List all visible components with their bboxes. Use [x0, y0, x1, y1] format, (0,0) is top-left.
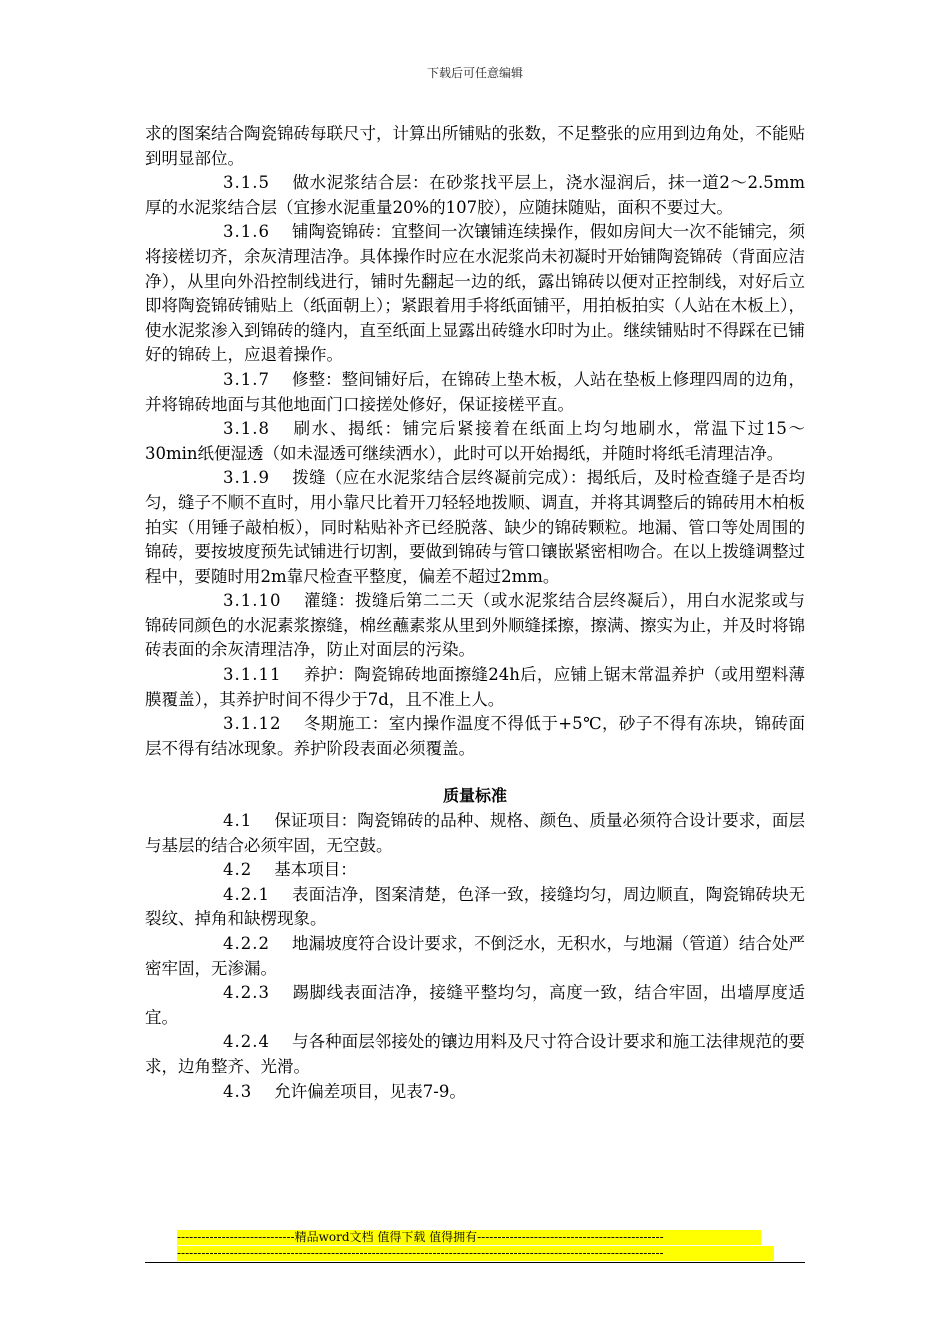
section-title: 质量标准: [442, 786, 507, 806]
clause-number: 3.1.9: [223, 468, 270, 488]
clause-number: 4.3: [223, 1081, 253, 1101]
clause-3-1-11: [145, 663, 805, 712]
clause-number: 3.1.7: [223, 369, 270, 389]
clause-number: 3.1.8: [223, 419, 270, 439]
clause-text: 刷水、揭纸：铺完后紧接着在纸面上均匀地刷水，常温下过15～30min纸便湿透（如未湿透可继续洒水），此时可以开始揭纸，并随时将纸毛清理洁净。: [145, 419, 805, 463]
clause-text: 基本项目：: [274, 860, 357, 880]
clause-text: 表面洁净，图案清楚，色泽一致，接缝均匀，周边顺直，陶瓷锦砖块无裂纹、掉角和缺楞现象。: [145, 884, 805, 929]
clause-text: 铺陶瓷锦砖：宜整间一次镶铺连续操作，假如房间大一次不能铺完，须将接槎切齐，余灰清理洁净。具体操作时应在水泥浆尚未初凝时开始铺陶瓷锦砖（背面应洁净），从里向外沿控制线进行，铺时先翻起一边的纸，露出锦砖以便对正控制线，对好后立即将陶瓷锦砖铺贴上（纸面朝上）；紧跟着用手将纸面铺平，用拍板拍实（人站在木板上），使水泥浆渗入到锦砖的缝内，直至纸面上显露出砖缝水印时为止。继续铺贴时不得踩在已铺好的锦砖上，应退着操作。: [145, 222, 805, 365]
clause-text: 保证项目：陶瓷锦砖的品种、规格、颜色、质量必须符合设计要求，面层与基层的结合必须牢固，无空鼓。: [145, 811, 805, 855]
clause-4-1: [145, 809, 805, 858]
document-body: [145, 122, 805, 1104]
clause-number: 4.2.3: [223, 983, 270, 1003]
page-header: 下载后可任意编辑: [426, 66, 523, 80]
clause-text: 冬期施工：室内操作温度不得低于+5℃，砂子不得有冻块，锦砖面层不得有结冰现象。养护阶段表面必须覆盖。: [145, 714, 805, 758]
clause-3-1-7: [145, 368, 805, 417]
clause-number: 3.1.6: [223, 222, 270, 242]
clause-text: 养护：陶瓷锦砖地面擦缝24h后，应铺上锯末常温养护（或用塑料薄膜覆盖），其养护时间不得少于7d，且不准上人。: [145, 665, 805, 709]
clause-3-1-12: [145, 712, 805, 761]
clause-3-1-9: [145, 466, 805, 589]
clause-3-1-6: [145, 220, 805, 368]
clause-4-2: [145, 858, 805, 883]
clause-text: 做水泥浆结合层：在砂浆找平层上，浇水湿润后，抹一道2～2.5mm厚的水泥浆结合层（宜掺水泥重量20%的107胶），应随抹随贴，面积不要过大。: [145, 173, 805, 217]
clause-number: 3.1.11: [223, 665, 282, 685]
clause-number: 3.1.5: [223, 173, 270, 193]
clause-text: 与各种面层邻接处的镶边用料及尺寸符合设计要求和施工法律规范的要求，边角整齐、光滑。: [145, 1032, 805, 1076]
clause-text: 拨缝（应在水泥浆结合层终凝前完成）：揭纸后，及时检查缝子是否均匀，缝子不顺不直时，用小靠尺比着开刀轻轻地拨顺、调直，并将其调整后的锦砖用木柏板拍实（用锤子敲柏板），同时粘贴补齐已经脱落、缺少的锦砖颗粒。地漏、管口等处周围的锦砖，要按坡度预先试铺进行切割，要做到锦砖与管口镶嵌紧密相吻合。在以上拨缝调整过程中，要随时用2m靠尺检查平整度，偏差不超过2mm。: [145, 468, 805, 586]
clause-number: 4.2.1: [223, 884, 270, 904]
clause-3-1-8: [145, 417, 805, 466]
clause-4-2-3: [145, 981, 805, 1030]
clause-text: 灌缝：拨缝后第二二天（或水泥浆结合层终凝后），用白水泥浆或与锦砖同颜色的水泥素浆擦缝，棉丝蘸素浆从里到外顺缝揉擦，擦满、擦实为止，并及时将锦砖表面的余灰清理洁净，防止对面层的污染。: [145, 591, 805, 660]
clause-text: 地漏坡度符合设计要求，不倒泛水，无积水，与地漏（管道）结合处严密牢固，无渗漏。: [145, 934, 805, 978]
clause-text: 修整：整间铺好后，在锦砖上垫木板，人站在垫板上修理四周的边角，并将锦砖地面与其他地面门口接搓处修好，保证接槎平直。: [145, 369, 805, 414]
clause-number: 3.1.12: [223, 714, 282, 734]
footer-rule: [145, 1262, 805, 1263]
clause-text: 允许偏差项目，见表7-9。: [274, 1081, 466, 1101]
clause-4-2-4: [145, 1030, 805, 1079]
footer-banner-line-2: ------------------------------------------------------------------------------------------------------------------------: [177, 1246, 774, 1261]
clause-number: 3.1.10: [223, 591, 282, 611]
clause-number: 4.2: [223, 860, 253, 880]
clause-4-2-2: [145, 932, 805, 981]
clause-3-1-5: [145, 171, 805, 220]
clause-number: 4.2.4: [223, 1032, 270, 1052]
clause-text: 踢脚线表面洁净，接缝平整均匀，高度一致，结合牢固，出墙厚度适宜。: [145, 983, 805, 1027]
clause-3-1-10: [145, 589, 805, 663]
paragraph-text: 求的图案结合陶瓷锦砖每联尺寸，计算出所铺贴的张数，不足整张的应用到边角处，不能贴到明显部位。: [145, 124, 805, 168]
paragraph-continuation: [145, 122, 805, 171]
clause-number: 4.1: [223, 811, 253, 831]
clause-4-2-1: [145, 883, 805, 932]
clause-4-3: [145, 1080, 805, 1105]
footer-banner-line-1: -----------------------------精品word文档 值得下载 值得拥有----------------------------------------------: [177, 1230, 761, 1245]
clause-number: 4.2.2: [223, 934, 270, 953]
